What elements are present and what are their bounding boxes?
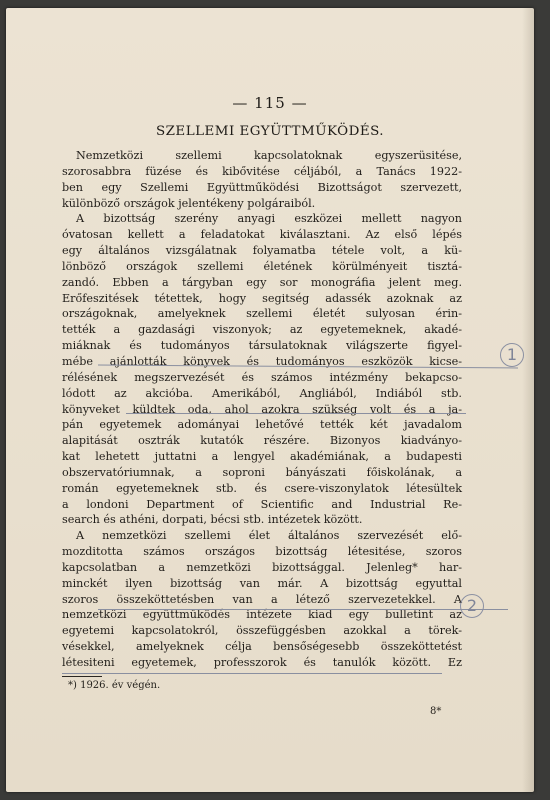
text-line: A nemzetközi szellemi élet általános szervezését elő- xyxy=(76,529,462,543)
text-line: lönböző országok szellemi életének körülményeit tisztá- xyxy=(62,259,462,273)
signature-mark: 8* xyxy=(430,706,442,717)
pencil-underline xyxy=(98,609,508,610)
text-line: román egyetemeknek stb. és csere-viszonylatok létesültek xyxy=(62,481,462,495)
section-heading: SZELLEMI EGYÜTTMŰKÖDÉS. xyxy=(155,124,385,139)
page-number: — 115 — xyxy=(232,94,308,112)
pencil-underline xyxy=(62,673,442,674)
text-line: Erőfeszitések tétettek, hogy segitség adassék azoknak az xyxy=(62,291,462,305)
text-line: a londoni Department of Scientific and Industrial Re- xyxy=(62,497,462,511)
text-line: létesiteni egyetemek, professzorok és tanulók között. Ez xyxy=(62,656,462,669)
margin-note-marker: 1 xyxy=(500,343,524,367)
text-line: kat lehetett juttatni a lengyel akadémiának, a budapesti xyxy=(62,450,462,464)
text-line: pán egyetemek adományai lehetővé tették két javadalom xyxy=(62,418,462,432)
text-line: vésekkel, amelyeknek célja bensőségesebb összeköttetést xyxy=(62,640,462,654)
text-line: Nemzetközi szellemi kapcsolatoknak egyszerüsitése, xyxy=(76,149,462,162)
text-line: A bizottság szerény anyagi eszközei mellett nagyon xyxy=(76,212,462,226)
text-line: szoros összeköttetésben van a létező szervezetekkel. A xyxy=(62,592,462,606)
text-line: egy általános vizsgálatnak folyamatba tétele volt, a kü- xyxy=(62,244,462,258)
text-line: egyetemi kapcsolatokról, összefüggésben azokkal a törek- xyxy=(62,624,462,638)
text-line: minckét ilyen bizottság van már. A bizottság egyuttal xyxy=(62,576,462,590)
pencil-underline xyxy=(126,413,466,414)
margin-note-marker: 2 xyxy=(460,594,484,618)
footnote: *) 1926. év végén. xyxy=(68,680,161,691)
text-line: mébe ajánlották könyvek és tudományos eszközök kicse- xyxy=(62,354,462,368)
text-line: nemzetközi együttműködés intézete kiad egy bulletint az xyxy=(62,608,462,622)
text-line: search és athéni, dorpati, bécsi stb. intézetek között. xyxy=(62,513,363,527)
body-text xyxy=(62,148,462,671)
text-line: óvatosan kellett a feladatokat kiválasztani. Az első lépés xyxy=(62,228,462,242)
text-line: tették a gazdasági viszonyok; az egyetemeknek, akadé- xyxy=(62,323,462,337)
text-line: mozditotta számos országos bizottság létesitése, szoros xyxy=(62,545,462,559)
text-line: alapitását osztrák kutatók részére. Bizonyos kiadványo- xyxy=(62,434,462,448)
text-line: országoknak, amelyeknek szellemi életét sulyosan érin- xyxy=(62,307,462,321)
text-line: obszervatóriumnak, a soproni bányászati főiskolának, a xyxy=(62,465,462,479)
text-line: kapcsolatban a nemzetközi bizottsággal. Jelenleg* har- xyxy=(62,560,462,574)
text-line: lódott az akcióba. Amerikából, Angliából, Indiából stb. xyxy=(62,386,462,400)
text-line: különböző országok jelentékeny polgáraiból. xyxy=(62,196,316,210)
text-line: miáknak és tudományos társulatoknak világszerte figyel- xyxy=(62,339,462,353)
text-line: szorosabbra füzése és kibővitése céljából, a Tanács 1922- xyxy=(62,164,462,178)
text-line: rélésének megszervezését és számos intézmény bekapcso- xyxy=(62,370,462,384)
text-line: zandó. Ebben a tárgyban egy sor monográfia jelent meg. xyxy=(62,275,462,289)
text-line: ben egy Szellemi Együttműködési Bizottságot szervezett, xyxy=(62,180,462,194)
document-page xyxy=(6,8,534,792)
text-line: könyveket küldtek oda, ahol azokra szükség volt és a ja- xyxy=(62,402,462,416)
footnote-divider xyxy=(62,676,102,677)
